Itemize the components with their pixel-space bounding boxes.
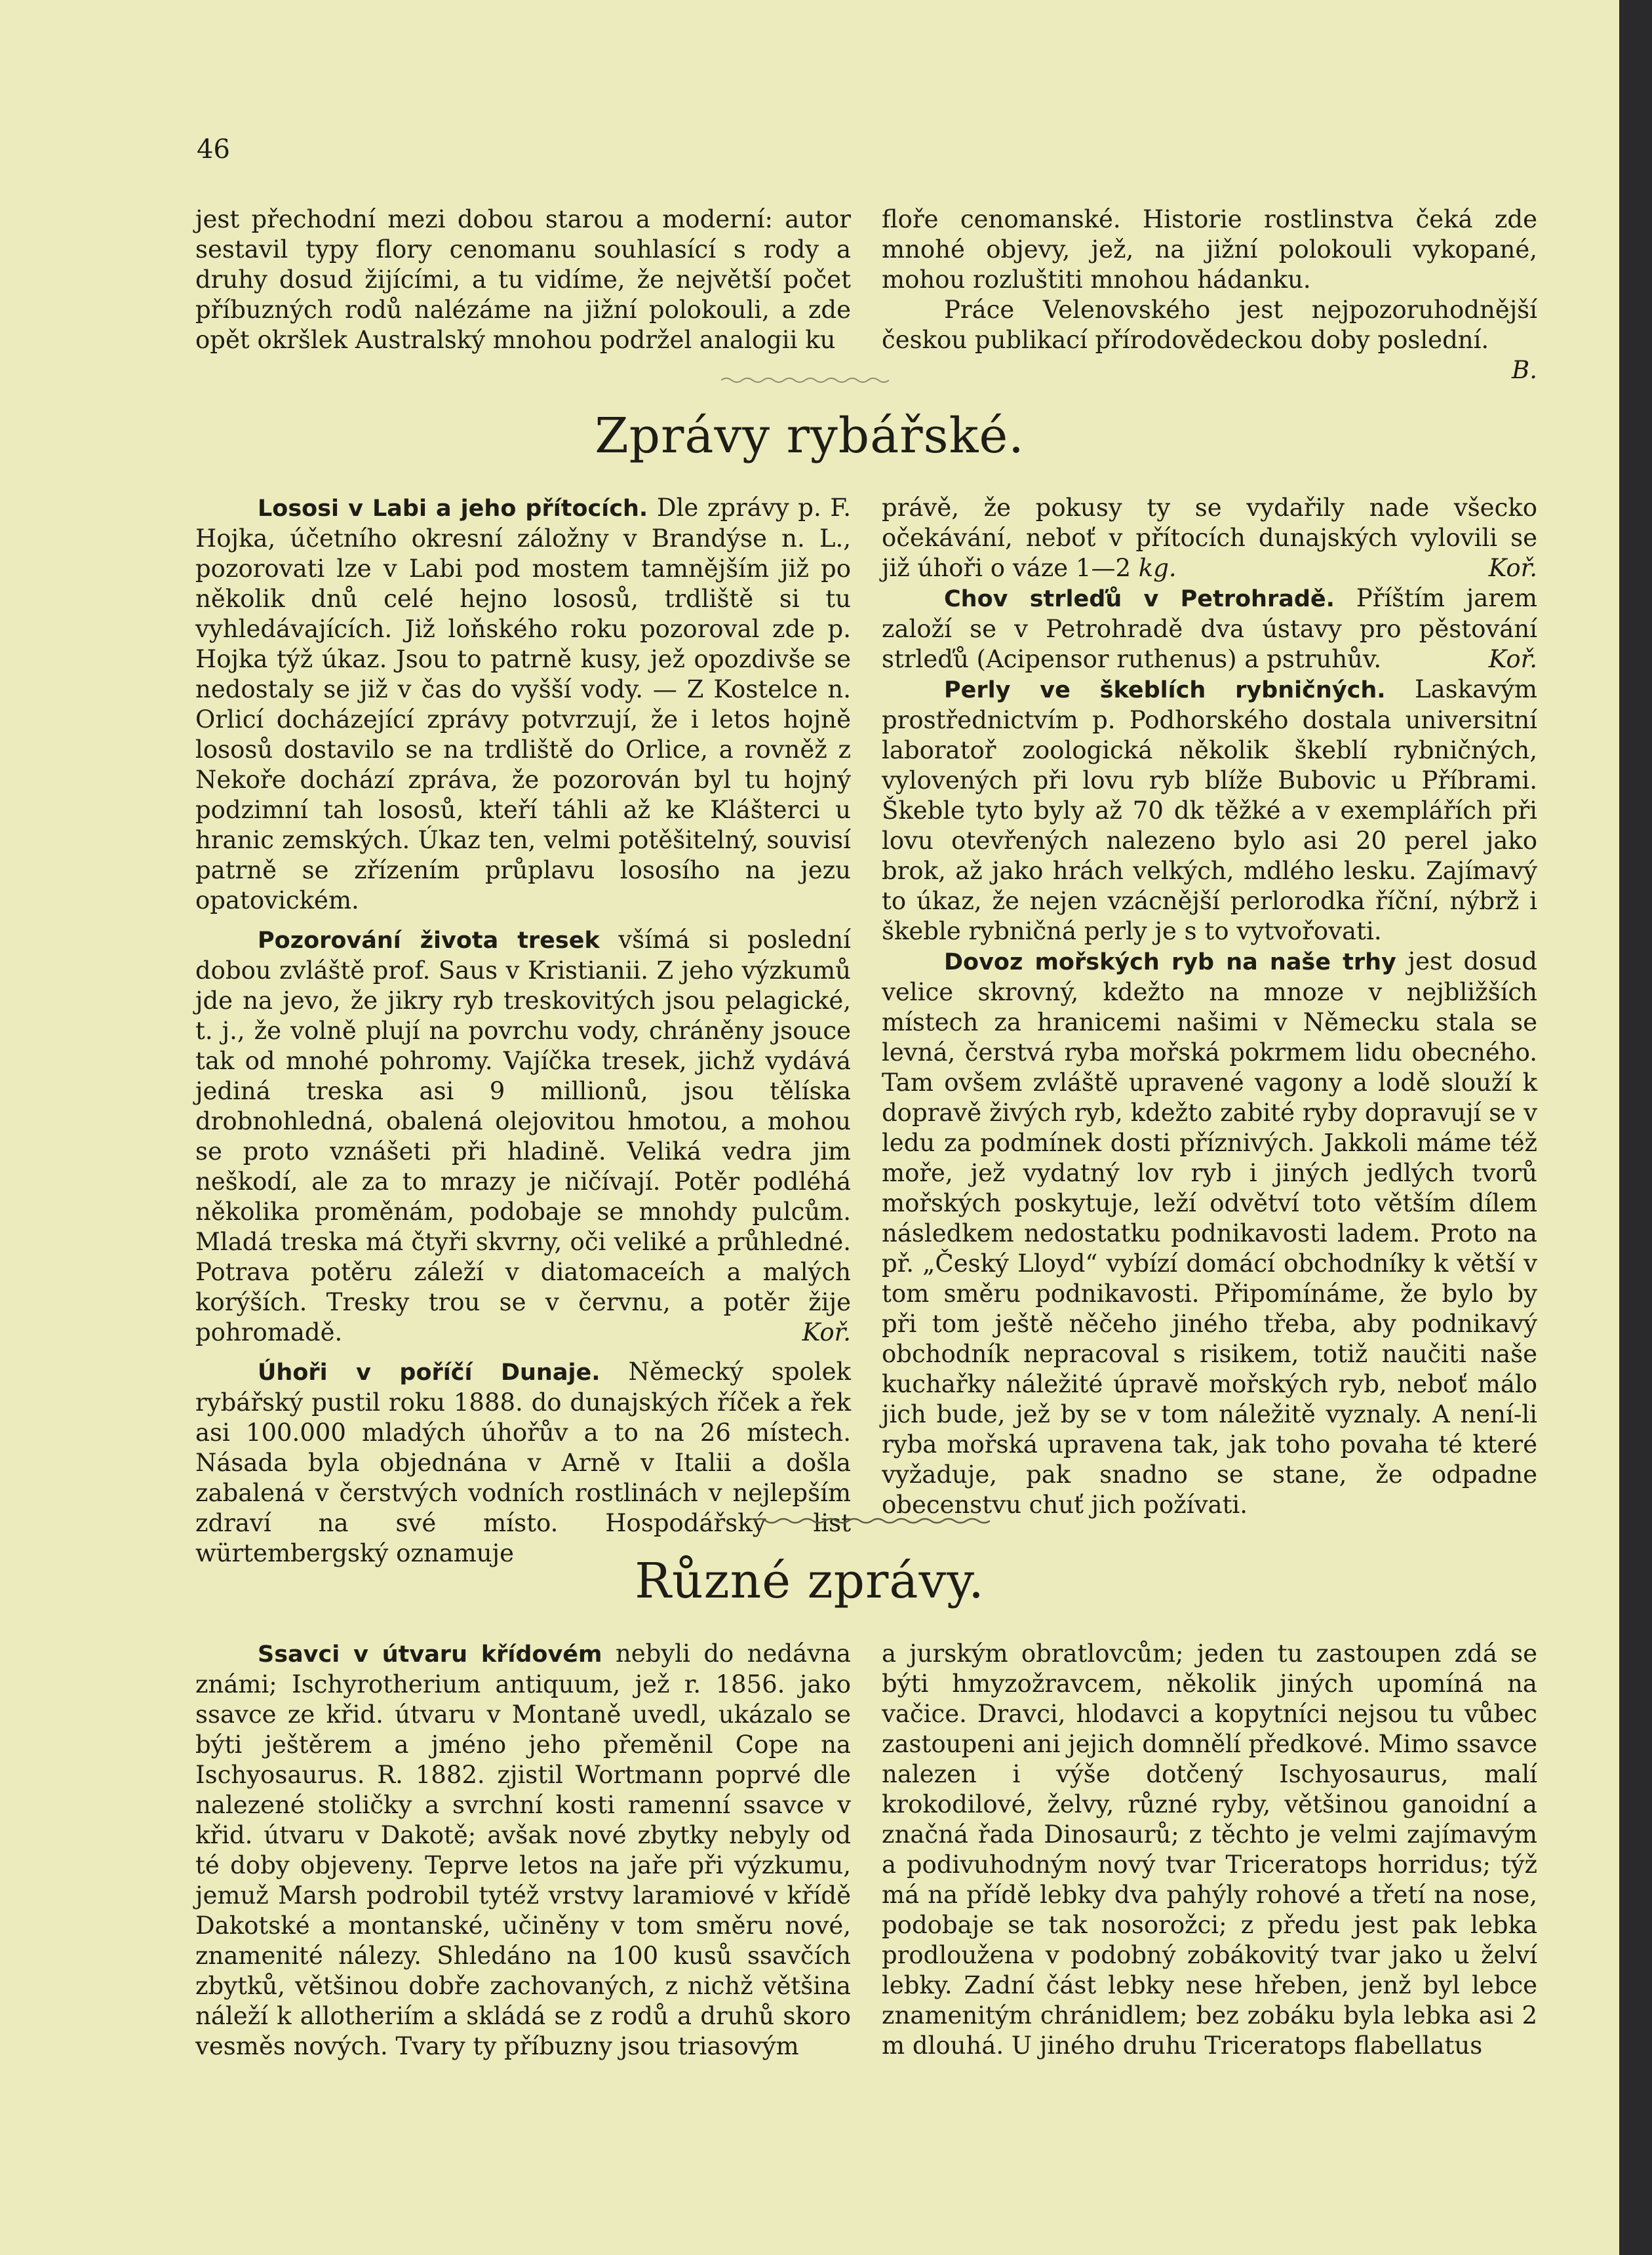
article-ssavci	[195, 1639, 851, 2062]
intro-signature: B.	[1512, 356, 1537, 384]
signature-strled: Koř.	[1488, 645, 1537, 673]
intro-right-column	[882, 205, 1537, 385]
article-text-perly: Laskavým prostřednictvím p. Podhorského dostala universitní laboratoř zoologická několik škeblí rybničných, vylovených při lovu ryb blíže Bubovic u Příbrami. Škeble tyto byly až 70 dk těžké a v exemplářích při lovu otevřených nalezeno bylo asi 20 perel jako brok, až jako hrách velkých, mdlého lesku. Zajímavý to úkaz, že nejen vzácnější perlorodka říční, nýbrž i škeble rybničná perly je s to vytvořovati.	[882, 675, 1537, 945]
article-heading-perly: Perly ve škeblích rybničných.	[944, 677, 1386, 703]
article-perly	[882, 675, 1537, 947]
page-number: 46	[197, 134, 230, 165]
article-text-dovoz: jest dosud velice skrovný, kdežto na mnoze v nejbližších místech za hranicemi našimi v Německu stala se levná, čerstvá ryba mořská pokrmem lidu obecného. Tam ovšem zvláště upravené vagony a lodě slouží k dopravě živých ryb, kdežto zabité ryby dopravují se v ledu za podmínek dosti příznivých. Jakkoli máme též moře, jež vydatný lov ryb i jiných jedlých tvorů mořských poskytuje, leží odvětví toto větším dílem následkem nedostatku podnikavosti ladem. Proto na př. „Český Lloyd“ vybízí domácí obchodníky k větší v tom směru podnikavosti. Připomínáme, že bylo by při tom ještě něčeho jiného třeba, aby podnikavý obchodník nepracoval s risikem, totiž naučiti naše kuchařky náležité úpravě mořských ryb, neboť málo jich bude, jež by se v tom náležitě vyznaly. A není-li ryba mořská upravena tak, jak toho povaha té které vyžaduje, pak snadno se stane, že odpadne obecenstvu chuť jich požívati.	[882, 947, 1537, 1519]
signature-tresky: Koř.	[802, 1318, 851, 1346]
article-heading-tresky: Pozorování života tresek	[258, 928, 600, 954]
article-strled	[882, 583, 1537, 675]
article-lososi	[195, 493, 851, 916]
article-text-uhori-cont: právě, že pokusy ty se vydařily nade všecko očekávání, neboť v přítocích dunajských vylovili se již úhoři o váze 1—2	[882, 494, 1537, 582]
article-text-lososi: Dle zprávy p. F. Hojka, účetního okresní záložny v Brandýse n. L., pozorovati lze v Labi pod mostem tamnějším již po několik dnů celé hejno lososů, trdliště si tu vyhledávajících. Již loňského roku pozoroval zde p. Hojka týž úkaz. Jsou to patrně kusy, jež opozdivše se nedostaly se již v čas do vyšší vody. — Z Kostelce n. Orlicí docházející zprávy potvrzují, že i letos hojně lososů dostavilo se na trdliště do Orlice, a rovněž z Nekoře dochází zpráva, že pozorován byl tu hojný podzimní tah lososů, kteří táhli až ke Klášterci u hranic zemských. Úkaz ten, velmi potěšitelný, souvisí patrně se zřízením průplavu lososího na jezu opatovickém.	[195, 494, 852, 914]
article-ssavci-continued: a jurským obratlovcům; jeden tu zastoupen zdá se býti hmyzožravcem, několik jiných upomíná na vačice. Dravci, hlodavci a kopytníci nejsou tu vůbec zastoupeni ani jejich domnělí předkové. Mimo ssavce nalezen i výše dotčený Ischyosaurus, malí krokodilové, želvy, různé ryby, většinou ganoidní a značná řada Dinosaurů; z těchto je velmi zajímavým a podivuhodným nový tvar Triceratops horridus; týž má na přídě lebky dva pahýly rohové a třetí na nose, podobaje se tak nosorožci; z předu jest pak lebka prodloužena v podobný zobákovitý tvar jako u želví lebky. Zadní část lebky nese hřeben, jenž byl lebce znamenitým chránidlem; bez zobáku byla lebka asi 2 m dlouhá. U jiného druhu Triceratops flabellatus	[882, 1639, 1537, 2060]
section1-right-column	[882, 493, 1537, 1520]
article-uhori-continued	[882, 493, 1537, 583]
ornament-divider-2	[754, 1516, 990, 1526]
scan-edge	[1619, 0, 1652, 2255]
article-heading-ssavci: Ssavci v útvaru křídovém	[258, 1641, 602, 1668]
article-text-tresky: všímá si poslední dobou zvláště prof. Saus v Kristianii. Z jeho výzkumů jde na jevo, že jikry ryb treskovitých jsou pelagické, t. j., že volně plují na povrchu vody, chráněny jsouce tak od mnohé pohromy. Vajíčka tresek, jichž vydává jediná treska asi 9 millionů, jsou tělíska drobnohledná, obalená olejovitou hmotou, a mohou se proto vznášeti při hladině. Veliká vedra jim neškodí, ale za to mrazy je ničívají. Potěr podléhá několika proměnám, podobaje se mnohdy pulcům. Mladá treska má čtyři skvrny, oči veliké a průhledné. Potrava potěru záleží v diatomaceích a malých korýších. Tresky trou se v červnu, a potěr žije pohromadě.	[195, 926, 851, 1346]
section-title-zpravy-rybarske: Zprávy rybářské.	[595, 408, 1025, 464]
article-text-strled: Příštím jarem založí se v Petrohradě dva ústavy pro pěstování strleďů (Acipensor ruthenus) a pstruhův.	[882, 584, 1537, 673]
intro-right-text-2: Práce Velenovského jest nejpozoruhodnější českou publikací přírodovědeckou doby poslední.	[882, 296, 1537, 354]
intro-right-paragraph	[882, 295, 1537, 384]
article-heading-dovoz: Dovoz mořských ryb na naše trhy	[944, 949, 1396, 975]
section1-left-column	[195, 493, 851, 1569]
article-dovoz	[882, 947, 1537, 1520]
article-text-uhori: Německý spolek rybářský pustil roku 1888. do dunajských říček a řek asi 100.000 mladých úhořův a to na 26 místech. Násada byla objednána v Arně v Italii a došla zabalená v čerstvých vodních rostlinách v nejlepším zdraví na své místo. Hospodářský list würtembergský oznamuje	[195, 1358, 851, 1567]
ornament-divider-1	[721, 375, 892, 385]
intro-left-text: jest přechodní mezi dobou starou a moderní: autor sestavil typy flory cenomanu souhlasící s rody a druhy dosud žijícími, a tu vidíme, že největší počet příbuzných rodů nalézáme na jižní polokouli, a zde opět okršlek Australský mnohou podržel analogii ku	[195, 205, 851, 354]
section2-right-column	[882, 1639, 1537, 2061]
article-heading-lososi: Lososi v Labi a jeho přítocích.	[258, 496, 648, 522]
section2-left-column	[195, 1639, 851, 2062]
intro-right-text: floře cenomanské. Historie rostlinstva čeká zde mnohé objevy, jež, na jižní polokouli vykopané, mohou rozluštiti mnohou hádanku.	[882, 205, 1537, 294]
article-text-ssavci: nebyli do nedávna známi; Ischyrotherium antiquum, jež r. 1856. jako ssavce ze křid. útvaru v Montaně uvedl, ukázalo se býti ještěrem a jméno jeho přeměnil Cope na Ischyosaurus. R. 1882. zjistil Wortmann poprvé dle nalezené stoličky a svrchní kosti ramenní ssavce v křid. útvaru v Dakotě; avšak nové zbytky nebyly od té doby objeveny. Teprve letos na jaře při výzkumu, jemuž Marsh podrobil tytéž vrstvy laramiové v křídě Dakotské a montanské, učiněny v tom směru nové, znamenité nálezy. Shledáno na 100 kusů ssavčích zbytků, většinou dobře zachovaných, z nichž většina náleží k allotheriím a skládá se z rodů a druhů skoro vesměs nových. Tvary ty příbuzny jsou triasovým	[195, 1639, 851, 2060]
signature-uhori: Koř.	[1488, 554, 1537, 582]
article-tresky	[195, 925, 851, 1348]
section-title-ruzne-zpravy: Různé zprávy.	[635, 1553, 985, 1609]
article-heading-uhori: Úhoři v poříčí Dunaje.	[258, 1360, 600, 1386]
article-uhori	[195, 1357, 851, 1569]
unit-kg: kg.	[1138, 554, 1177, 582]
article-heading-strled: Chov strleďů v Petrohradě.	[944, 586, 1335, 612]
intro-left-column	[195, 205, 851, 355]
